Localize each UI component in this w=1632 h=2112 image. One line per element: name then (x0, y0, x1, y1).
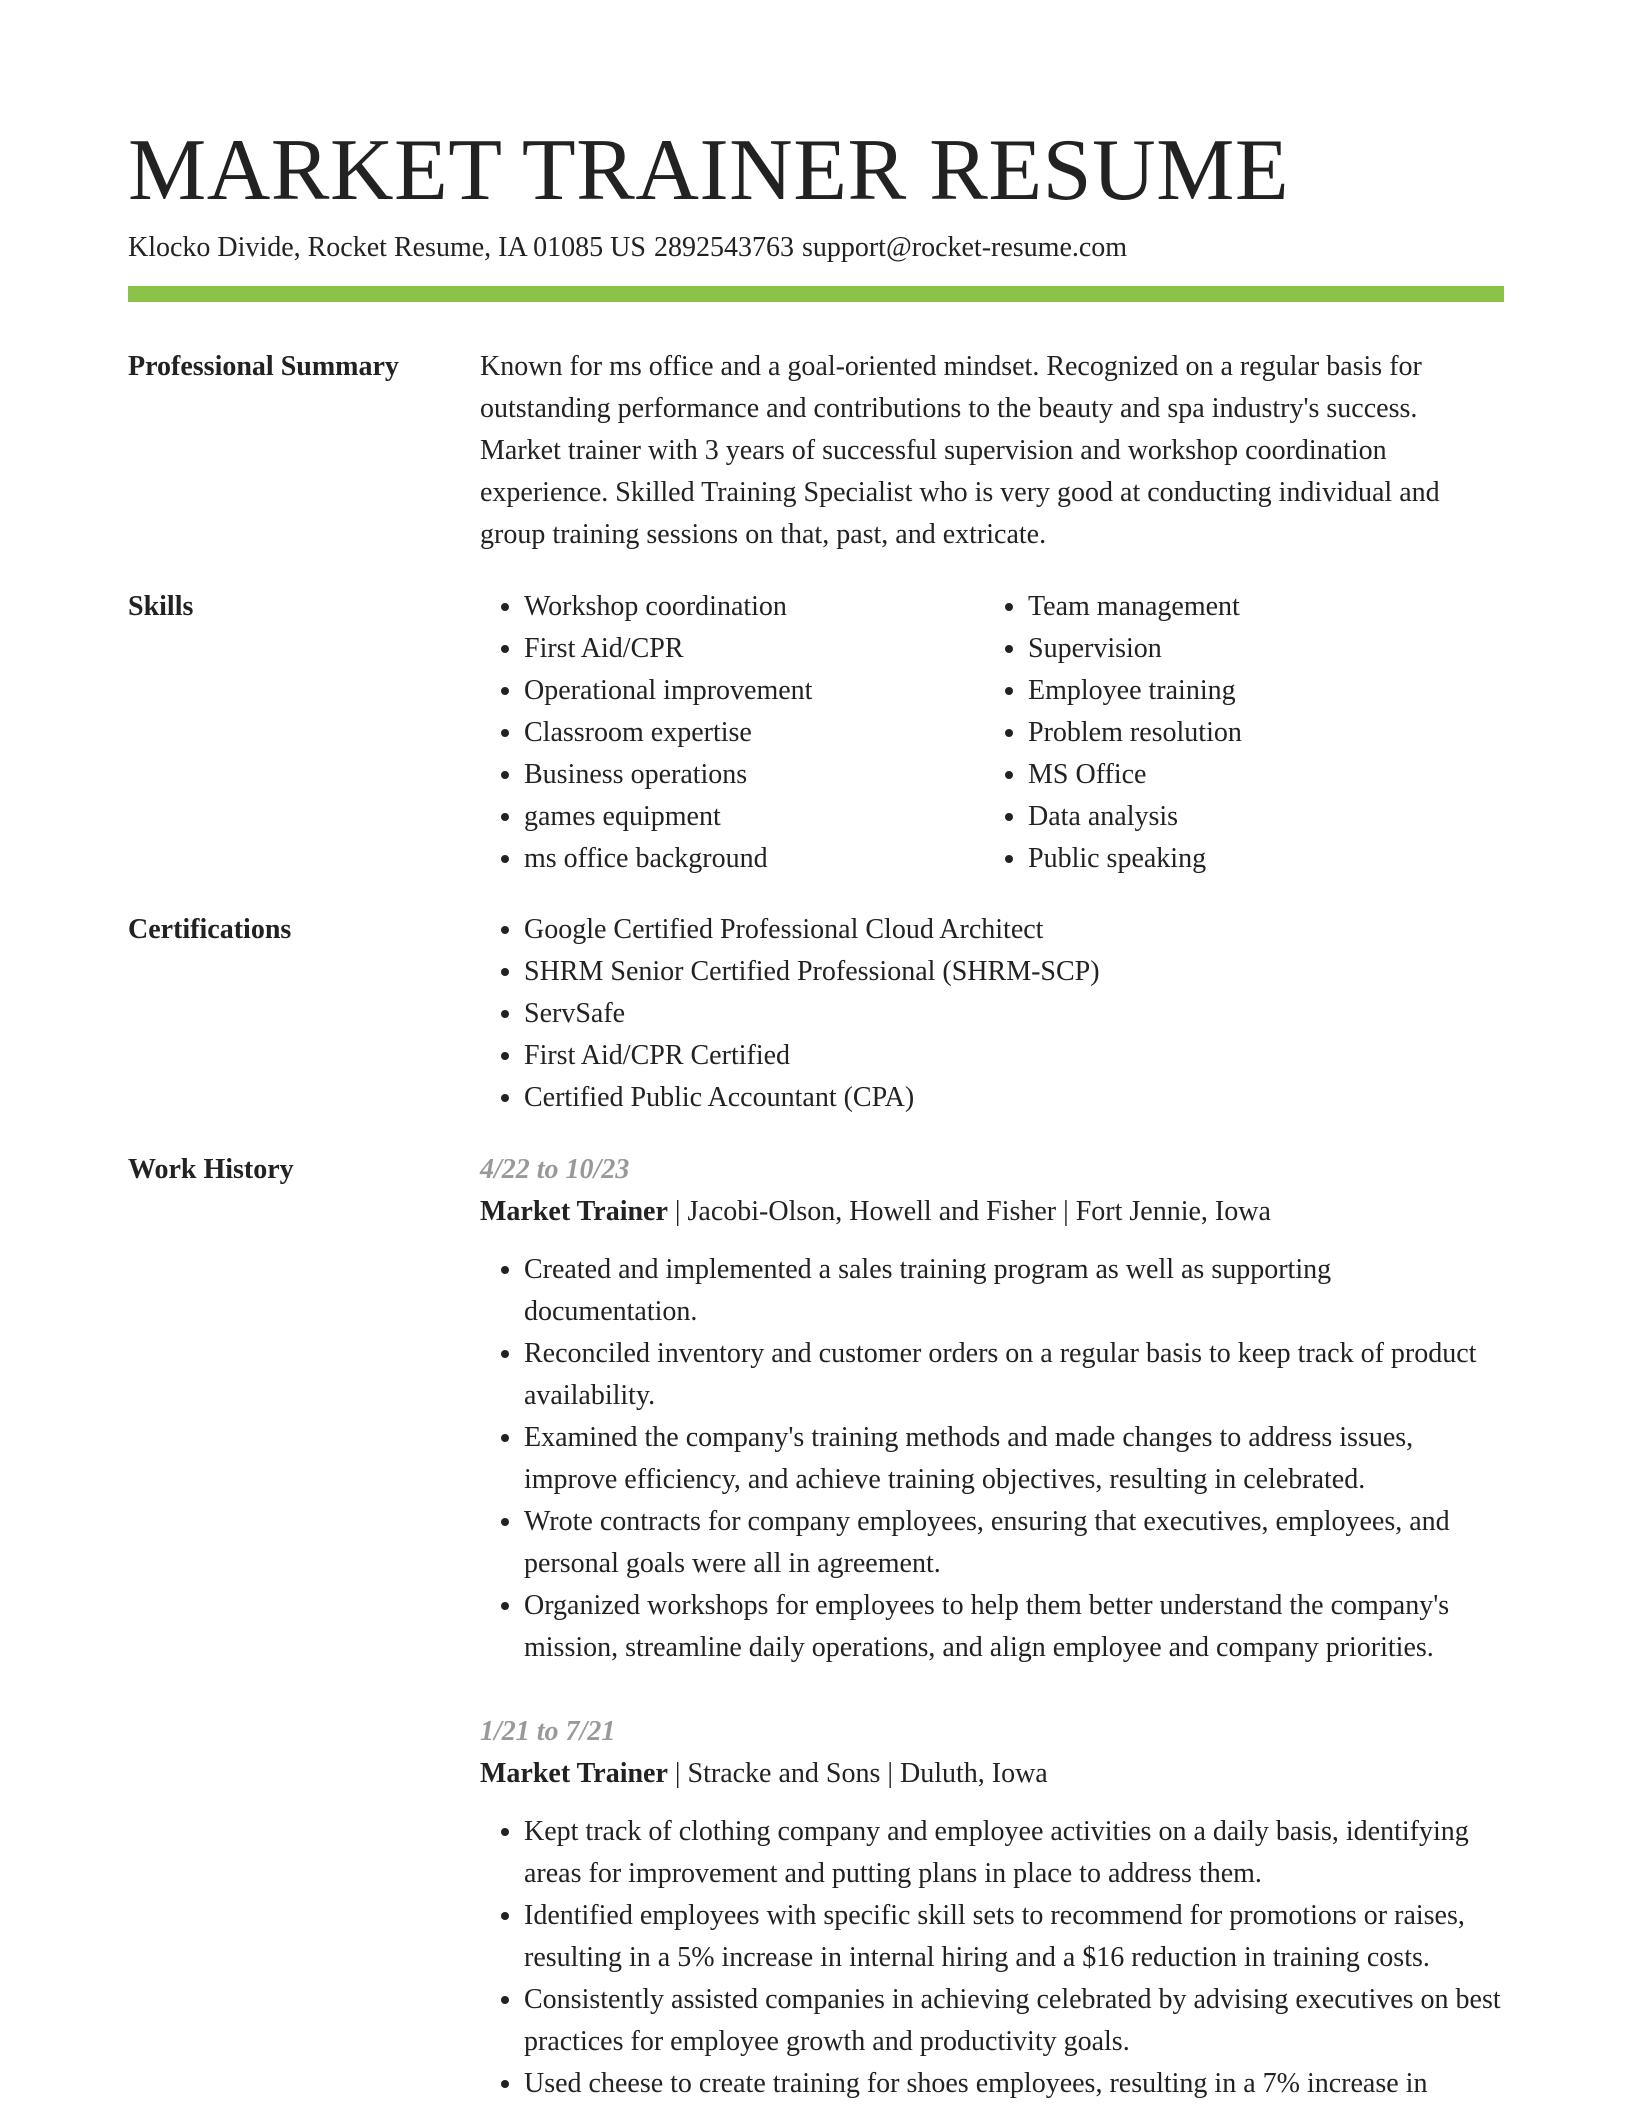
contact-phone: 2892543763 (653, 232, 794, 263)
skill-item: • Employee training (1028, 670, 1488, 712)
skill-item: • Problem resolution (1028, 712, 1488, 754)
certification-item: • Certified Public Accountant (CPA) (524, 1077, 1504, 1119)
work-history-label: Work History (128, 1154, 294, 1185)
job-heading (480, 1753, 1504, 1795)
contact-email: support@rocket-resume.com (801, 232, 1128, 263)
skills-list-right (984, 586, 1488, 880)
certifications-label: Certifications (128, 914, 292, 945)
skill-item: • Business operations (524, 754, 984, 796)
job-bullets (480, 1811, 1504, 2105)
job-dates: 1/21 to 7/21 (480, 1716, 616, 1747)
job-bullet: • Examined the company's training methods and made changes to address issues, improve efficiency, and achieve training objectives, resulting in celebrated. (524, 1417, 1504, 1501)
contact-address: Klocko Divide, Rocket Resume, IA 01085 US (128, 232, 646, 263)
work-history-body (480, 1149, 1504, 2105)
job-role: Market Trainer (480, 1758, 668, 1789)
skill-item: • Operational improvement (524, 670, 984, 712)
job-details: | Jacobi-Olson, Howell and Fisher | Fort Jennie, Iowa (667, 1196, 1271, 1227)
skill-item: • Team management (1028, 586, 1488, 628)
summary-body (480, 346, 1504, 556)
skill-item: • First Aid/CPR (524, 628, 984, 670)
job-dates: 4/22 to 10/23 (480, 1154, 630, 1185)
job-details: | Stracke and Sons | Duluth, Iowa (667, 1758, 1048, 1789)
job-entry (480, 1149, 1504, 1669)
job-bullet: • Organized workshops for employees to help them better understand the company's mission, streamline daily operations, and align employee and company priorities. (524, 1585, 1504, 1669)
job-bullets (480, 1249, 1504, 1669)
job-bullet: • Reconciled inventory and customer orders on a regular basis to keep track of product availability. (524, 1333, 1504, 1417)
skills-list-left (480, 586, 984, 880)
header-divider (128, 286, 1504, 302)
skills-label: Skills (128, 591, 194, 622)
certification-item: • First Aid/CPR Certified (524, 1035, 1504, 1077)
summary-text: Known for ms office and a goal-oriented mindset. Recognized on a regular basis for outstanding performance and contributions to the beauty and spa industry's success. Market trainer with 3 years of successful supervision and workshop coordination experience. Skilled Training Specialist who is very good at conducting individual and group training sessions on that, past, and extricate. (480, 351, 1440, 550)
skill-item: • Data analysis (1028, 796, 1488, 838)
skill-item: • ms office background (524, 838, 984, 880)
certification-item: • ServSafe (524, 993, 1504, 1035)
certifications-body (480, 909, 1504, 1119)
certification-item: • SHRM Senior Certified Professional (SHRM-SCP) (524, 951, 1504, 993)
job-bullet: • Consistently assisted companies in achieving celebrated by advising executives on best practices for employee growth and productivity goals. (524, 1979, 1504, 2063)
skill-item: • Classroom expertise (524, 712, 984, 754)
skill-item: • Public speaking (1028, 838, 1488, 880)
resume-title: MARKET TRAINER RESUME (128, 122, 1290, 219)
skills-body (480, 586, 1504, 880)
contact-line (128, 228, 1127, 268)
job-bullet: • Kept track of clothing company and employee activities on a daily basis, identifying areas for improvement and putting plans in place to address them. (524, 1811, 1504, 1895)
skill-item: • MS Office (1028, 754, 1488, 796)
job-bullet: • Identified employees with specific skill sets to recommend for promotions or raises, resulting in a 5% increase in internal hiring and a $16 reduction in training costs. (524, 1895, 1504, 1979)
job-heading (480, 1191, 1504, 1233)
skill-item: • games equipment (524, 796, 984, 838)
summary-label: Professional Summary (128, 351, 399, 382)
job-entry (480, 1711, 1504, 2105)
certification-item: • Google Certified Professional Cloud Architect (524, 909, 1504, 951)
job-role: Market Trainer (480, 1196, 668, 1227)
job-bullet: • Created and implemented a sales training program as well as supporting documentation. (524, 1249, 1504, 1333)
certifications-list (480, 909, 1504, 1119)
job-bullet: • Wrote contracts for company employees, ensuring that executives, employees, and personal goals were all in agreement. (524, 1501, 1504, 1585)
skill-item: • Supervision (1028, 628, 1488, 670)
job-bullet: • Used cheese to create training for shoes employees, resulting in a 7% increase in (524, 2063, 1504, 2105)
skill-item: • Workshop coordination (524, 586, 984, 628)
